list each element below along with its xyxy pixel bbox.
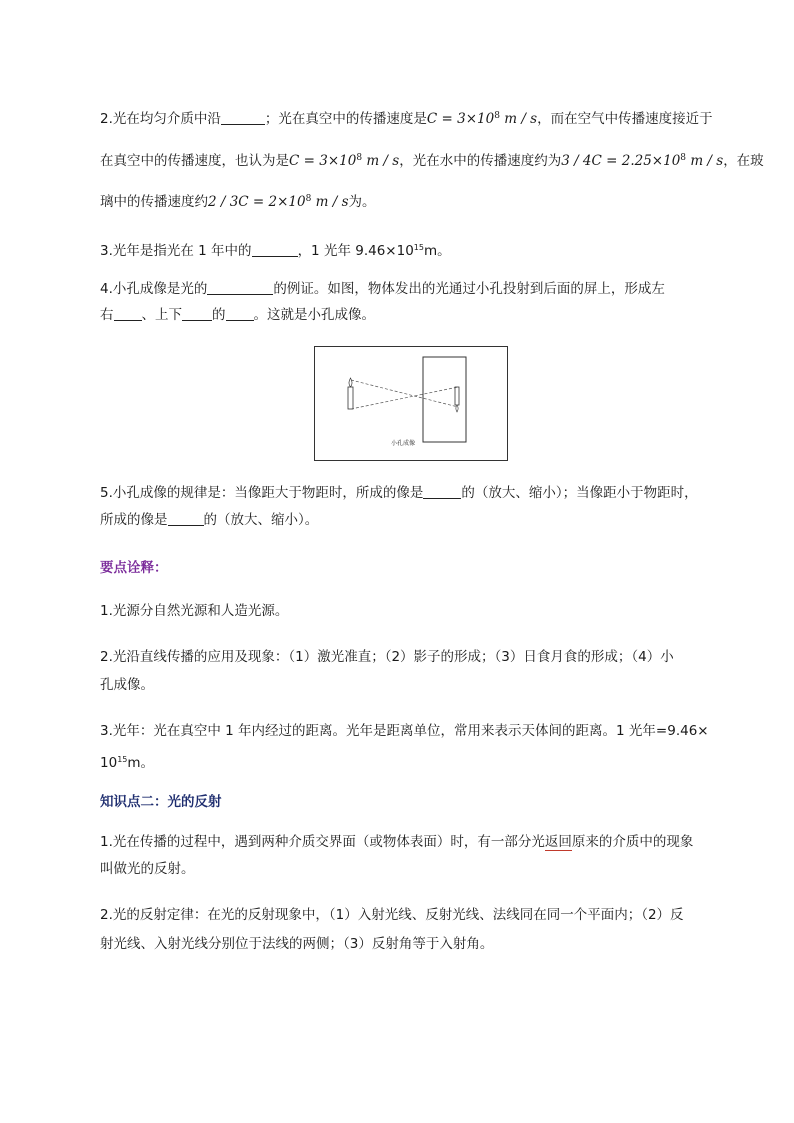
text: 。这就是小孔成像。 bbox=[253, 307, 375, 323]
formula: $2 / 3C = 2\times 10^8$ m / s bbox=[208, 194, 349, 210]
fill-blank bbox=[226, 306, 254, 321]
item2-line2 bbox=[100, 149, 764, 170]
fill-blank bbox=[182, 306, 212, 321]
reflection-p2-line2: 射光线、入射光线分别位于法线的两侧；（3）反射角等于入射角。 bbox=[100, 936, 494, 952]
text: 在真空中的传播速度，也认为是 bbox=[100, 153, 289, 169]
formula: $3 / 4C = 2.25\times 10^8$ m / s bbox=[561, 153, 724, 169]
text: ，在玻 bbox=[723, 153, 764, 169]
text: 为。 bbox=[348, 194, 376, 210]
text: ；光在真空中的传播速度是 bbox=[264, 111, 427, 127]
candle-flame bbox=[349, 378, 352, 387]
text: ，光在水中的传播速度约为 bbox=[399, 153, 562, 169]
key-point-1: 1.光源分自然光源和人造光源。 bbox=[100, 603, 289, 619]
figure-caption: 小孔成像 bbox=[391, 440, 416, 447]
exponent: 15 bbox=[117, 755, 128, 764]
text: 4.小孔成像是光的 bbox=[100, 281, 208, 297]
key-point-2-line1: 2.光沿直线传播的应用及现象：（1）激光准直；（2）影子的形成；（3）日食月食的形成；（4）小 bbox=[100, 649, 674, 665]
text: 10 bbox=[100, 755, 118, 771]
text: 5.小孔成像的规律是：当像距大于物距时，所成的像是 bbox=[100, 485, 424, 501]
underlined-text: 返回 bbox=[544, 834, 572, 850]
text: m。 bbox=[423, 243, 451, 259]
reflection-p1-line1 bbox=[100, 833, 720, 851]
inverted-flame bbox=[456, 405, 458, 412]
item5-line1 bbox=[100, 484, 720, 502]
fill-blank bbox=[252, 242, 298, 257]
fill-blank bbox=[207, 280, 273, 295]
item4-line1 bbox=[100, 280, 720, 298]
candle-body bbox=[348, 387, 353, 409]
ray-bottom bbox=[351, 387, 458, 409]
text: ，1 光年 9.46×10 bbox=[297, 243, 414, 259]
text: ，而在空气中传播速度接近于 bbox=[537, 111, 713, 127]
text: 的 bbox=[212, 307, 226, 323]
text: 2.光在均匀介质中沿 bbox=[100, 111, 221, 127]
reflection-p2-line1: 2.光的反射定律：在光的反射现象中，（1）入射光线、反射光线、法线同在同一个平面内；（2）反 bbox=[100, 907, 684, 923]
text: 原来的介质中的现象 bbox=[571, 834, 694, 850]
formula: $C = 3\times 10^8$ m / s bbox=[426, 111, 538, 127]
inverted-image bbox=[455, 387, 459, 405]
key-point-2-line2: 孔成像。 bbox=[100, 677, 154, 693]
item2-line1 bbox=[100, 107, 720, 128]
item2-line3 bbox=[100, 190, 720, 211]
text: 璃中的传播速度约 bbox=[100, 194, 208, 210]
key-point-3-line1: 3.光年：光在真空中 1 年内经过的距离。光年是距离单位，常用来表示天体间的距离。1 光年=9.46× bbox=[100, 723, 709, 739]
text: m。 bbox=[127, 755, 155, 771]
ray-top bbox=[351, 380, 458, 407]
key-points-heading: 要点诠释： bbox=[100, 560, 168, 576]
exponent: 15 bbox=[413, 243, 424, 252]
text: 的（放大、缩小）。 bbox=[203, 512, 319, 528]
knowledge-point-2-heading: 知识点二：光的反射 bbox=[100, 794, 222, 810]
text: 3.光年是指光在 1 年中的 bbox=[100, 243, 252, 259]
pinhole-figure bbox=[314, 346, 508, 461]
reflection-p1-line2: 叫做光的反射。 bbox=[100, 861, 195, 877]
fill-blank bbox=[423, 484, 461, 499]
text: 右 bbox=[100, 307, 114, 323]
key-point-3-line2 bbox=[100, 751, 720, 772]
formula: $C = 3\times 10^8$ m / s bbox=[289, 153, 400, 169]
fill-blank bbox=[114, 306, 142, 321]
text: 的例证。如图，物体发出的光通过小孔投射到后面的屏上，形成左 bbox=[273, 281, 665, 297]
fill-blank bbox=[221, 110, 265, 125]
text: 、上下 bbox=[141, 307, 182, 323]
item5-line2 bbox=[100, 511, 720, 529]
item4-line2 bbox=[100, 306, 720, 324]
fill-blank bbox=[168, 511, 204, 526]
text: 所成的像是 bbox=[100, 512, 168, 528]
text: 的（放大、缩小）；当像距小于物距时， bbox=[461, 485, 698, 501]
item3-line bbox=[100, 239, 720, 260]
text: 1.光在传播的过程中，遇到两种介质交界面（或物体表面）时，有一部分光 bbox=[100, 834, 545, 850]
